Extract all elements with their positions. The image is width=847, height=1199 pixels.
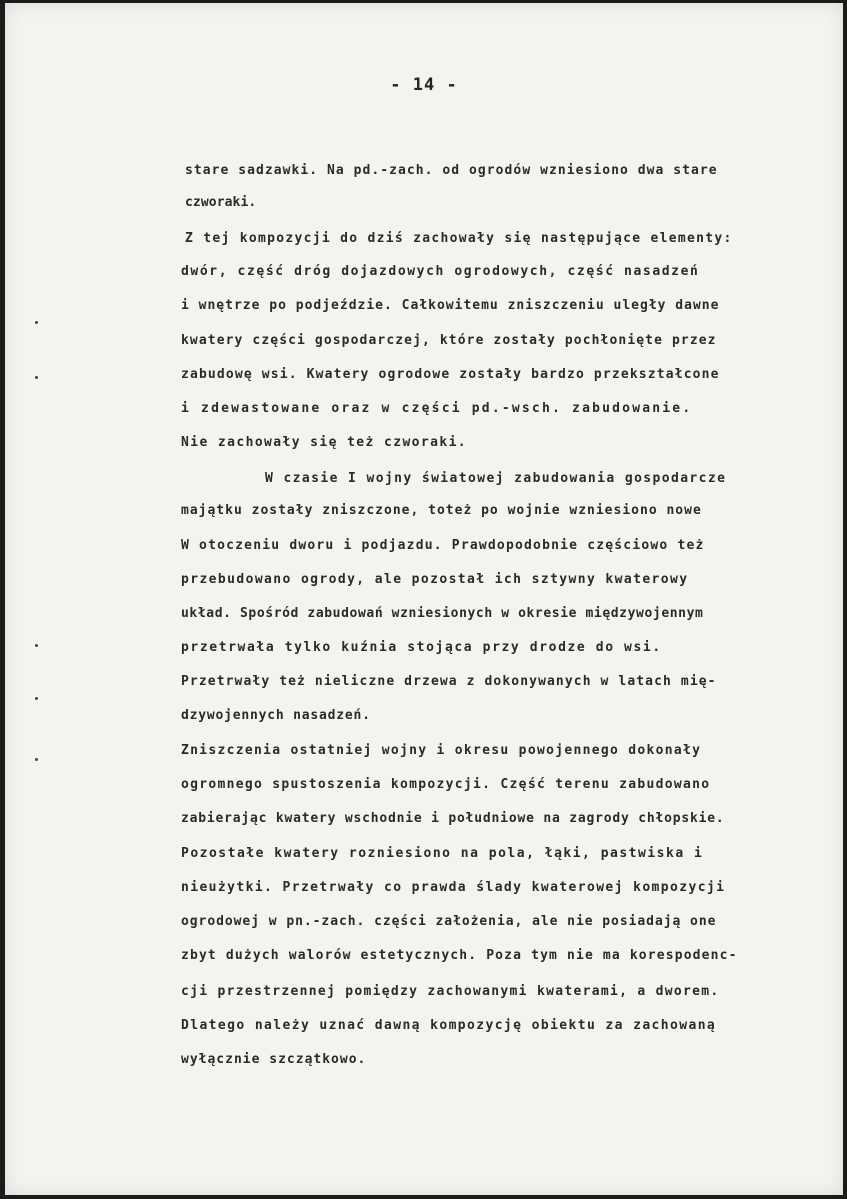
margin-mark <box>35 644 38 647</box>
margin-mark <box>35 321 38 324</box>
text-line: nieużytki. Przetrwały co prawda ślady kwaterowej kompozycji <box>181 880 726 895</box>
text-line: zabierając kwatery wschodnie i południowe na zagrody chłopskie. <box>181 811 725 826</box>
text-line: przebudowano ogrody, ale pozostał ich sztywny kwaterowy <box>181 572 689 587</box>
page-number: - 14 - <box>390 75 458 95</box>
text-line: Dlatego należy uznać dawną kompozycję obiektu za zachowaną <box>181 1018 717 1033</box>
margin-mark <box>35 376 38 379</box>
text-line: zabudowę wsi. Kwatery ogrodowe zostały bardzo przekształcone <box>181 367 720 382</box>
text-line: W otoczeniu dworu i podjazdu. Prawdopodobnie częściowo też <box>181 538 705 553</box>
text-line: i zdewastowane oraz w części pd.-wsch. zabudowanie. <box>181 401 693 416</box>
text-line: i wnętrze po podjeździe. Całkowitemu zniszczeniu uległy dawne <box>181 298 720 313</box>
text-line: ogrodowej w pn.-zach. części założenia, ale nie posiadają one <box>181 914 717 929</box>
text-line: przetrwała tylko kuźnia stojąca przy drodze do wsi. <box>181 640 662 655</box>
text-line: stare sadzawki. Na pd.-zach. od ogrodów wzniesiono dwa stare <box>185 163 718 178</box>
body-text <box>5 3 843 1195</box>
margin-mark <box>35 697 38 700</box>
text-line: Zniszczenia ostatniej wojny i okresu powojennego dokonały <box>181 743 702 758</box>
text-line: czworaki. <box>185 195 257 210</box>
text-line: wyłącznie szczątkowo. <box>181 1052 367 1067</box>
text-line: układ. Spośród zabudowań wzniesionych w okresie międzywojennym <box>181 606 704 621</box>
text-line: cji przestrzennej pomiędzy zachowanymi kwaterami, a dworem. <box>181 984 720 999</box>
text-line: dwór, część dróg dojazdowych ogrodowych, część nasadzeń <box>181 264 700 279</box>
text-line: zbyt dużych walorów estetycznych. Poza tym nie ma korespodenc- <box>181 948 738 963</box>
text-line: kwatery części gospodarczej, które zostały pochłonięte przez <box>181 333 717 348</box>
text-line: majątku zostały zniszczone, toteż po wojnie wzniesiono nowe <box>181 503 702 518</box>
text-line: Przetrwały też nieliczne drzewa z dokonywanych w latach mię- <box>181 674 717 689</box>
text-line: Nie zachowały się też czworaki. <box>181 435 468 450</box>
text-line: W czasie I wojny światowej zabudowania gospodarcze <box>265 471 727 486</box>
margin-mark <box>35 758 38 761</box>
text-line: ogromnego spustoszenia kompozycji. Część terenu zabudowano <box>181 777 711 792</box>
document-page <box>5 3 843 1195</box>
text-line: Pozostałe kwatery rozniesiono na pola, łąki, pastwiska i <box>181 846 704 861</box>
text-line: dzywojennych nasadzeń. <box>181 708 371 723</box>
text-line: Z tej kompozycji do dziś zachowały się następujące elementy: <box>185 231 733 246</box>
